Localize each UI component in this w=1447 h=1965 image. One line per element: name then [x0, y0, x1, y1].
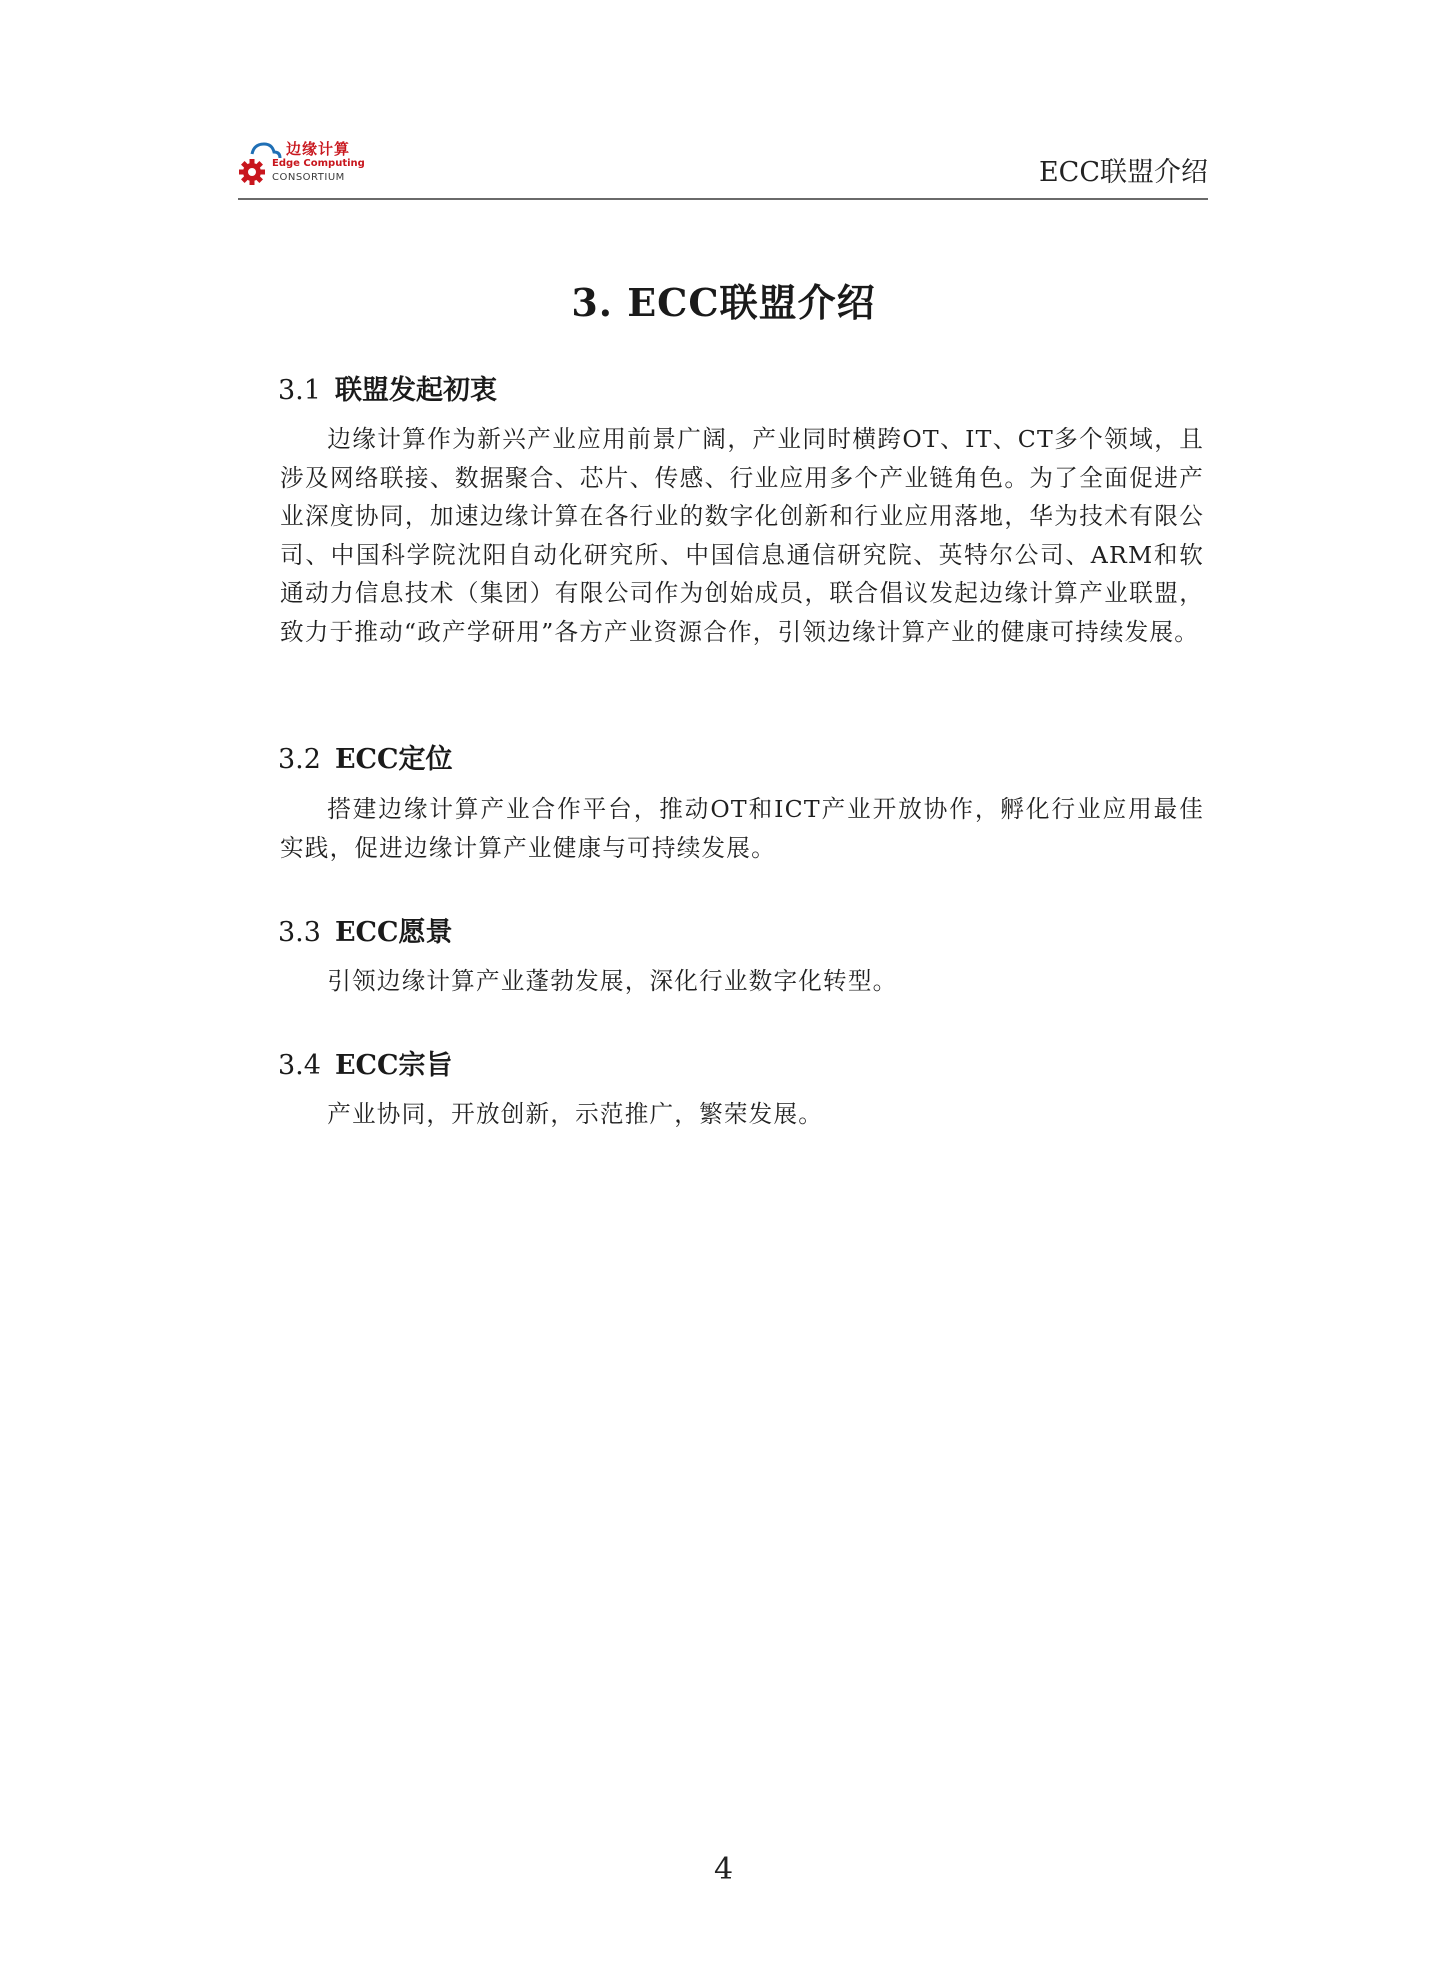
section-number: 3.2 [278, 744, 321, 775]
section-heading-3-4 [278, 1043, 453, 1082]
chapter-title: 3. ECC联盟介绍 [571, 280, 876, 325]
section-title: 联盟发起初衷 [334, 375, 497, 406]
header-title: ECC联盟介绍 [1038, 157, 1208, 188]
logo-cn-text: 边缘计算 [286, 140, 351, 158]
logo-en-line1: Edge Computing [272, 158, 365, 169]
ecc-logo [238, 136, 368, 192]
section-number: 3.4 [278, 1050, 321, 1081]
section-number: 3.3 [278, 917, 321, 948]
section-number: 3.1 [278, 375, 321, 406]
section-body-3-2: 搭建边缘计算产业合作平台，推动OT和ICT产业开放协作，孵化行业应用最佳实践，促进边缘计算产业健康与可持续发展。 [280, 795, 1204, 862]
section-body-3-3: 引领边缘计算产业蓬勃发展，深化行业数字化转型。 [327, 967, 898, 995]
section-title: ECC宗旨 [334, 1050, 453, 1081]
section-title: ECC定位 [334, 744, 453, 775]
section-body-3-1: 边缘计算作为新兴产业应用前景广阔，产业同时横跨OT、IT、CT多个领域，且涉及网络联接、数据聚合、芯片、传感、行业应用多个产业链角色。为了全面促进产业深度协同，加速边缘计算在各行业的数字化创新和行业应用落地，华为技术有限公司、中国科学院沈阳自动化研究所、中国信息通信研究院、英特尔公司、ARM和软通动力信息技术（集团）有限公司作为创始成员，联合倡议发起边缘计算产业联盟，致力于推动“政产学研用”各方产业资源合作，引领边缘计算产业的健康可持续发展。 [280, 425, 1204, 646]
section-body-3-4: 产业协同，开放创新，示范推广，繁荣发展。 [327, 1100, 824, 1128]
section-heading-3-2 [278, 737, 453, 776]
logo-en-line2: CONSORTIUM [272, 172, 345, 183]
section-heading-3-1 [278, 368, 497, 407]
page-header [238, 130, 1208, 200]
section-heading-3-3 [278, 910, 453, 949]
page-number: 4 [713, 1852, 734, 1887]
section-title: ECC愿景 [334, 917, 453, 948]
